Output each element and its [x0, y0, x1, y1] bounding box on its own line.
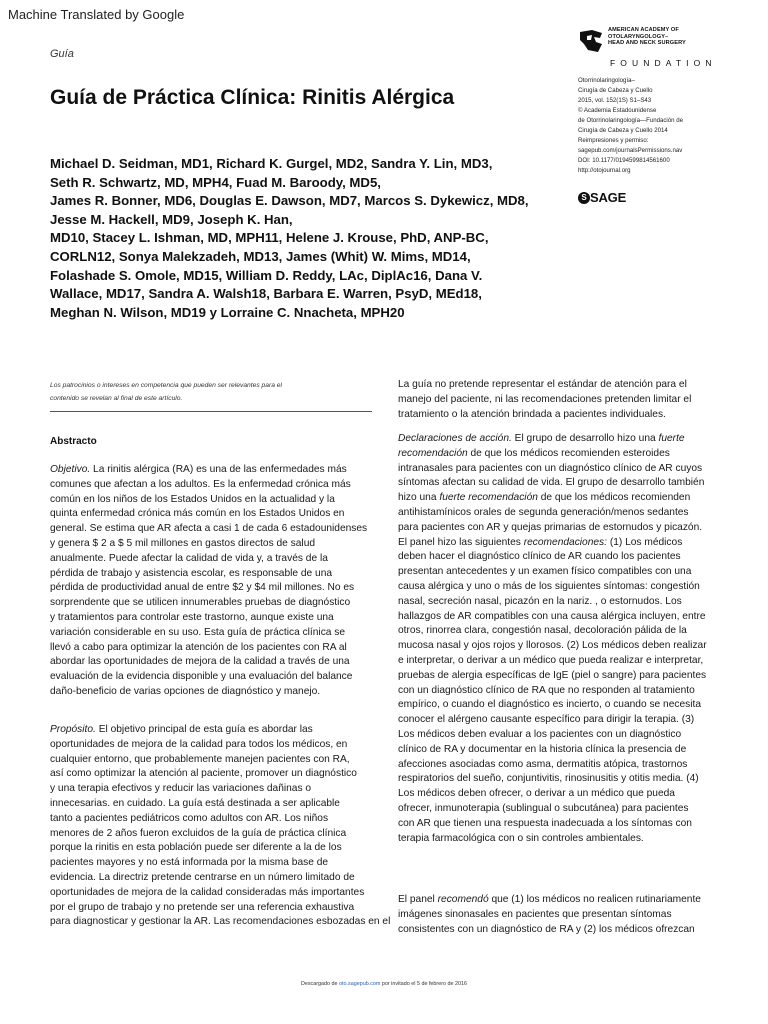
paragraph-line: manejo del paciente, ni las recomendaciones pretenden limitar el [398, 393, 692, 405]
paragraph-line: pérdida de trabajo y asistencia escolar, es responsable de una [50, 567, 333, 579]
paragraph-line: innecesarias. en cuidado. La guía está destinada a ser aplicable [50, 797, 340, 809]
author-line: Jesse M. Hackell, MD9, Joseph K. Han, [50, 211, 293, 227]
paragraph-line: oportunidades de mejora de la calidad consideradas más importantes [50, 886, 365, 898]
guideline-intro [398, 378, 728, 422]
paragraph-line: afecciones asociadas como asma, dermatitis atópica, trastornos [398, 758, 688, 770]
paragraph-line: Declaraciones de acción. El grupo de desarrollo hizo una fuerte [398, 433, 685, 444]
author-line: Wallace, MD17, Sandra A. Walsh18, Barbara E. Warren, PsyD, MEd18, [50, 286, 482, 302]
paragraph-line: llevó a cabo para optimizar la atención de los pacientes con RA al [50, 641, 347, 653]
section-divider [50, 411, 372, 412]
academy-emblem-icon [578, 28, 604, 54]
paragraph-line: Objetivo. La rinitis alérgica (RA) es una de las enfermedades más [50, 464, 347, 475]
permissions-link[interactable]: sagepub.com/journalsPermissions.nav [578, 147, 683, 154]
author-list [50, 155, 580, 322]
journal-line: Cirugía de Cabeza y Cuello 2014 [578, 127, 668, 134]
paragraph-line: anualmente. Puede afectar la calidad de vida y, a través de la [50, 552, 328, 564]
doi-link[interactable]: DOI: 10.1177/0194599814561600 [578, 157, 670, 164]
action-statements [398, 432, 728, 846]
paragraph-line: para pacientes con AR y quejas primarias de estornudos y picazón. [398, 521, 703, 533]
paragraph-line: oportunidades de mejora de la calidad para todos los médicos, en [50, 738, 348, 750]
paragraph-line: antihistamínicos orales de segunda generación/menos sedantes [398, 506, 689, 518]
paragraph-line: hizo una fuerte recomendación de que los médicos recomienden [398, 492, 691, 504]
abstract-heading: Abstracto [50, 436, 97, 447]
author-line: Seth R. Schwartz, MD, MPH4, Fuad M. Baroody, MD5, [50, 174, 381, 190]
paragraph-line: síntomas afectan su calidad de vida. El grupo de desarrollo también [398, 477, 705, 489]
panel-recommended [398, 893, 728, 937]
paragraph-line: y una terapia efectivos y reducir las variaciones dañinas o [50, 783, 312, 795]
sage-wordmark: SAGE [590, 190, 627, 205]
journal-line: © Academia Estadounidense [578, 107, 657, 114]
paragraph-line: causa alérgica y uno o más de los siguientes síntomas: congestión [398, 580, 700, 592]
paragraph-line: tratamiento o la atención brindada a pacientes individuales. [398, 408, 666, 420]
paragraph-line: empírico, o cuando el diagnóstico es incierto, o cuando se necesita [398, 699, 701, 711]
paragraph-line: Propósito. El objetivo principal de esta guía es abordar las [50, 724, 313, 735]
paragraph-line: Los médicos deben ofrecer, o derivar a un médico que pueda [398, 788, 675, 800]
author-line: CORLN12, Sonya Malekzadeh, MD13, James (Whit) W. Mims, MD14, [50, 248, 471, 264]
paragraph-line: porque la rinitis en esta población puede ser diferente a la de los [50, 842, 342, 854]
sage-badge-icon: S [578, 192, 590, 204]
author-line: Michael D. Seidman, MD1, Richard K. Gurgel, MD2, Sandra Y. Lin, MD3, [50, 156, 493, 171]
objective-label: Objetivo. [50, 464, 91, 475]
section-label: Guía [50, 48, 74, 60]
journal-line: Cirugía de Cabeza y Cuello [578, 87, 653, 94]
paragraph-line: recomendación de que los médicos recomienden esteroides [398, 447, 670, 459]
paragraph-line: variación considerable en su uso. Esta guía de práctica clínica se [50, 626, 346, 638]
paragraph-line: con AR que tienen una respuesta inadecuada a los síntomas con [398, 817, 692, 829]
paragraph-line: general. Se estima que AR afecta a casi 1 de cada 6 estadounidenses [50, 523, 368, 535]
paragraph-line: deben hacer el diagnóstico clínico de AR cuando los pacientes [398, 551, 681, 563]
paragraph-line: por el grupo de trabajo y no pretende ser una referencia exhaustiva [50, 901, 355, 913]
paragraph-line: común en los niños de los Estados Unidos en la actualidad y la [50, 493, 335, 505]
author-line: MD10, Stacey L. Ishman, MD, MPH11, Helene J. Krouse, PhD, ANP-BC, [50, 230, 489, 246]
journal-url-link[interactable]: http://otojournal.org [578, 167, 631, 174]
author-line: James R. Bonner, MD6, Douglas E. Dawson, MD7, Marcos S. Dykewicz, MD8, [50, 193, 529, 209]
paragraph-line: quinta enfermedad crónica más común en los Estados Unidos en [50, 508, 345, 520]
paragraph-line: con un diagnóstico clínico de RA que no responden al tratamiento [398, 684, 695, 696]
paragraph-line: para diagnosticar y gestionar la AR. Las recomendaciones esbozadas en el [50, 916, 391, 928]
paragraph-line: ofrecer, inmunoterapia (sublingual o subcutánea) para pacientes [398, 802, 689, 814]
logo-foundation: FOUNDATION [610, 58, 717, 68]
disclosure-note: Los patrocinios o intereses en competencia que pueden ser relevantes para el contenido se revelan al final de este artículo. [50, 382, 282, 402]
paragraph-line: mucosa nasal y ojos rojos y llorosos. (2) Los médicos deben realizar [398, 640, 707, 652]
action-statements-label: Declaraciones de acción. [398, 433, 512, 444]
journal-info [578, 76, 738, 176]
abstract-purpose [50, 723, 395, 930]
paragraph-line: El panel hizo las siguientes recomendaciones: (1) Los médicos [398, 536, 683, 548]
paragraph-line: imágenes sinonasales en pacientes que presentan síntomas [398, 908, 672, 920]
paragraph-line: otros, rinorrea clara, congestión nasal, decoloración pálida de la [398, 625, 687, 637]
download-footer: Descargado de oto.sagepub.com por invitado el 5 de febrero de 2016 [300, 981, 468, 987]
journal-line: 2015, vol. 152(1S) S1–S43 [578, 97, 652, 104]
paragraph-line: pacientes mayores y no está informada por la misma base de [50, 857, 329, 869]
paragraph-line: consistentes con un diagnóstico de RA y (2) los médicos ofrezcan [398, 923, 695, 935]
paragraph-line: comunes que afectan a los adultos. Es la enfermedad crónica más [50, 478, 351, 490]
paragraph-line: evidencia. La directriz pretende centrarse en un número limitado de [50, 871, 355, 883]
journal-line: Reimpresiones y permiso: [578, 137, 649, 144]
paragraph-line: abordar las oportunidades de mejora de la calidad a través de una [50, 656, 350, 668]
paragraph-line: pruebas de alergia específicas de IgE (piel o sangre) para pacientes [398, 669, 707, 681]
paragraph-line: menores de 2 años fueron excluidos de la guía de práctica clínica [50, 827, 347, 839]
paragraph-line: hallazgos de AR compatibles con una causa alérgica incluyen, entre [398, 610, 706, 622]
article-title: Guía de Práctica Clínica: Rinitis Alérgica [50, 86, 455, 109]
paragraph-line: daño-beneficio de varias opciones de diagnóstico y manejo. [50, 685, 321, 697]
paragraph-line: así como optimizar la atención al paciente, promover un diagnóstico [50, 768, 357, 780]
paragraph-line: conocer el alérgeno causante específico para dirigir la terapia. (3) [398, 714, 695, 726]
paragraph-line: La guía no pretende representar el estándar de atención para el [398, 379, 687, 390]
paragraph-line: intranasales para pacientes con un diagnóstico clínico de AR cuyos [398, 462, 703, 474]
logo-wordmark: AMERICAN ACADEMY OF OTOLARYNGOLOGY– HEAD AND NECK SURGERY [608, 27, 686, 47]
paragraph-line: evaluación de la evidencia disponible y una evaluación del balance [50, 671, 353, 683]
paragraph-line: e interpretar, o derivar a un médico que pueda realizar e interpretar, [398, 654, 704, 666]
paragraph-line: cualquier entorno, que probablemente manejen pacientes con RA, [50, 753, 350, 765]
journal-line: Otorrinolaringología– [578, 77, 635, 84]
paragraph-line: nasal, secreción nasal, picazón en la nariz. , o estornudos. Los [398, 595, 682, 607]
paragraph-line: pérdida de productividad anual de entre $2 y $4 mil millones. No es [50, 582, 355, 594]
paragraph-line: tanto a pacientes pediátricos como adultos con AR. Los niños [50, 812, 329, 824]
abstract-objective [50, 463, 390, 700]
paragraph-line: sorprendente que se utilicen innumerables pruebas de diagnóstico [50, 597, 351, 609]
source-link[interactable]: oto.sagepub.com [339, 981, 381, 987]
author-line: Meghan N. Wilson, MD19 y Lorraine C. Nnacheta, MPH20 [50, 304, 405, 320]
sage-logo [578, 191, 638, 207]
paragraph-line: terapia farmacológica con o sin controles ambientales. [398, 832, 644, 844]
paragraph-line: y genera $ 2 a $ 5 mil millones en gastos directos de salud [50, 537, 316, 549]
paragraph-line: clínico de RA y documentar en la historia clínica la presencia de [398, 743, 687, 755]
paragraph-line: El panel recomendó que (1) los médicos no realicen rutinariamente [398, 894, 701, 905]
paragraph-line: respiratorios del sueño, conjuntivitis, rinosinusitis y otitis media. (4) [398, 773, 699, 785]
author-line: Folashade S. Omole, MD15, William D. Reddy, LAc, DiplAc16, Dana V. [50, 267, 483, 283]
paragraph-line: presentan antecedentes y un examen físico compatibles con una [398, 566, 692, 578]
machine-translated-label: Machine Translated by Google [8, 7, 185, 22]
purpose-label: Propósito. [50, 724, 96, 735]
aao-hns-foundation-logo [578, 24, 728, 70]
journal-line: de Otorrinolaringología—Fundación de [578, 117, 684, 124]
paragraph-line: Los médicos deben evaluar a los pacientes con un diagnóstico [398, 728, 682, 740]
paragraph-line: y tratamientos para controlar este trastorno, aunque existe una [50, 611, 334, 623]
